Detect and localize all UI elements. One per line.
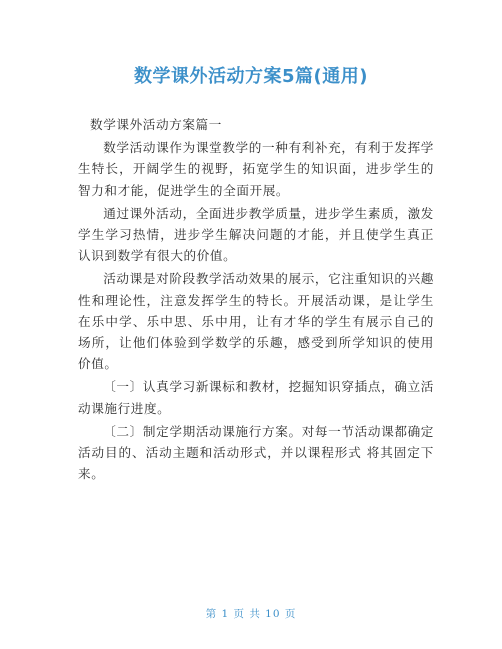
paragraph-3: 活动课是对阶段教学活动效果的展示，它注重知识的兴趣性和理论性，注意发挥学生的特长。开展活动课，是让学生在乐中学、乐中思、乐中用，让有才华的学生有展示自己的场所，让他们体验到学数学的乐趣，感受到所学知识的使用价值。 (78, 271, 434, 372)
paragraph-5: 〔二〕制定学期活动课施行方案。对每一节活动课都确定活动目的、活动主题和活动形式，并以课程形式 将其固定下来。 (78, 423, 434, 482)
paragraph-4: 〔一〕认真学习新课标和教材，挖掘知识穿插点，确立活动课施行进度。 (78, 379, 434, 416)
section-heading: 数学课外活动方案篇一 (90, 117, 222, 132)
document-body (78, 114, 434, 484)
paragraph-1: 数学活动课作为课堂教学的一种有利补充，有利于发挥学生特长，开阔学生的视野，拓宽学生的知识面，进步学生的智力和才能，促进学生的全面开展。 (78, 140, 434, 198)
document-title: 数学课外活动方案5篇(通用) (134, 66, 368, 87)
page-number-footer: 第 1 页 共 10 页 (205, 608, 297, 620)
paragraph-2: 通过课外活动，全面进步教学质量，进步学生素质，激发学生学习热情，进步学生解决问题的才能，并且使学生真正认识到数学有很大的价值。 (78, 205, 434, 264)
